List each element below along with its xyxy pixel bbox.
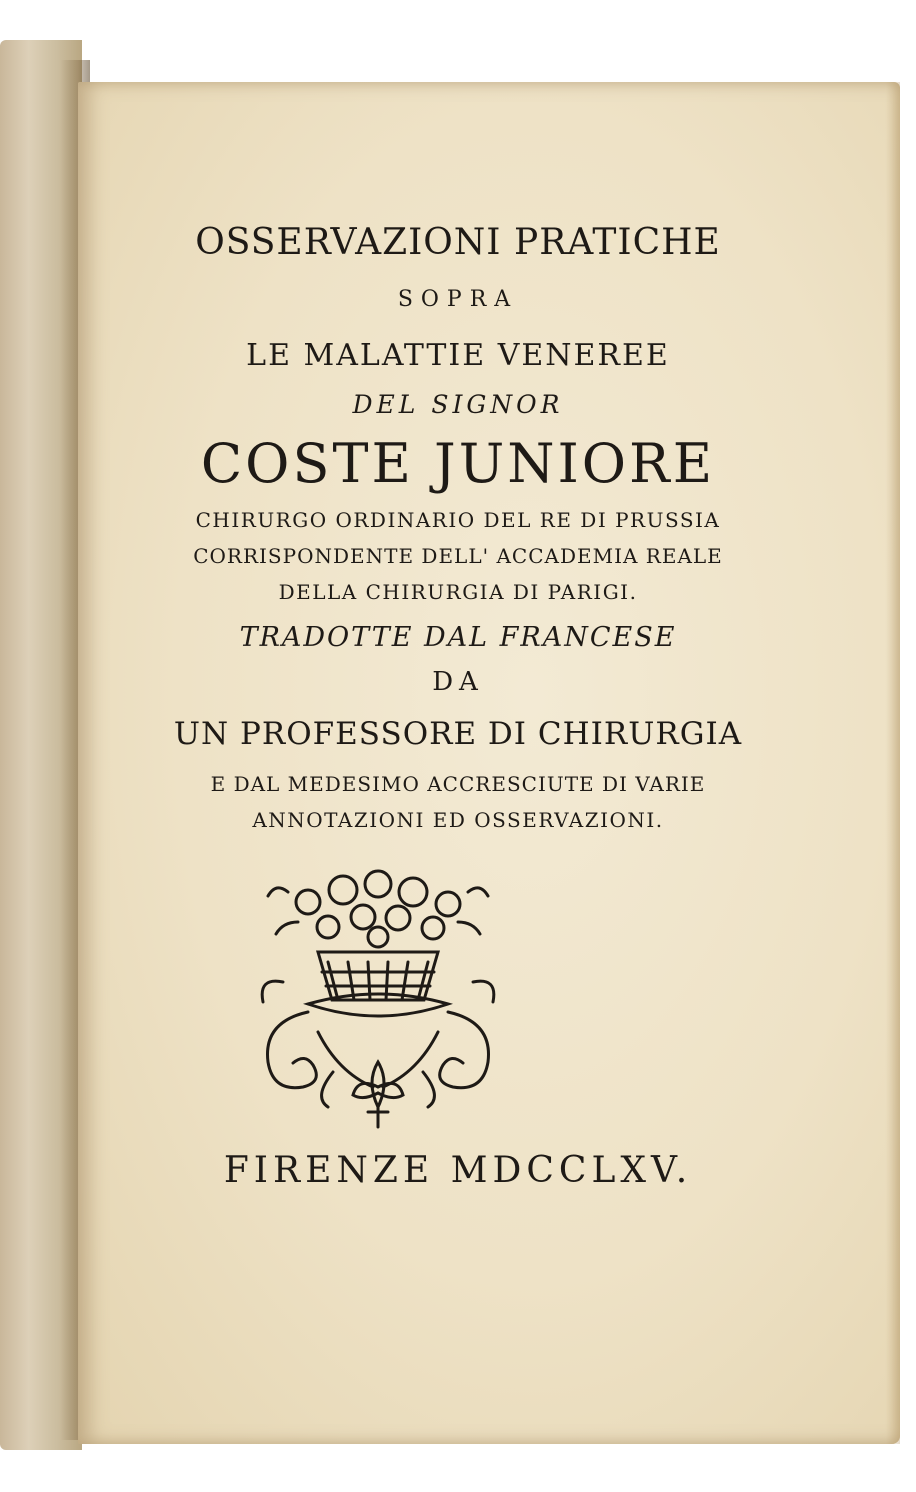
author-name: COSTE JUNIORE: [200, 432, 716, 495]
title-line-3: LE MALATTIE VENEREE: [246, 338, 670, 373]
title-line-1: OSSERVAZIONI PRATICHE: [195, 222, 721, 263]
translator-line: UN PROFESSORE DI CHIRURGIA: [173, 716, 743, 752]
additions-line-2: ANNOTAZIONI ED OSSERVAZIONI.: [252, 808, 664, 832]
additions-line-1: E DAL MEDESIMO ACCRESCIUTE DI VARIE: [210, 772, 706, 796]
translation-line: TRADOTTE DAL FRANCESE: [239, 622, 677, 653]
author-title-1: CHIRURGO ORDINARIO DEL RE DI PRUSSIA: [195, 508, 721, 532]
title-line-4: DEL SIGNOR: [352, 390, 564, 419]
author-title-3: DELLA CHIRURGIA DI PARIGI.: [278, 580, 638, 604]
translation-by: DA: [432, 667, 484, 697]
author-title-2: CORRISPONDENTE DELL' ACCADEMIA REALE: [193, 544, 723, 568]
flower-basket-vignette-icon: [248, 862, 508, 1132]
imprint-line: FIRENZE MDCCLXV.: [223, 1150, 693, 1191]
title-line-2: SOPRA: [397, 287, 519, 312]
